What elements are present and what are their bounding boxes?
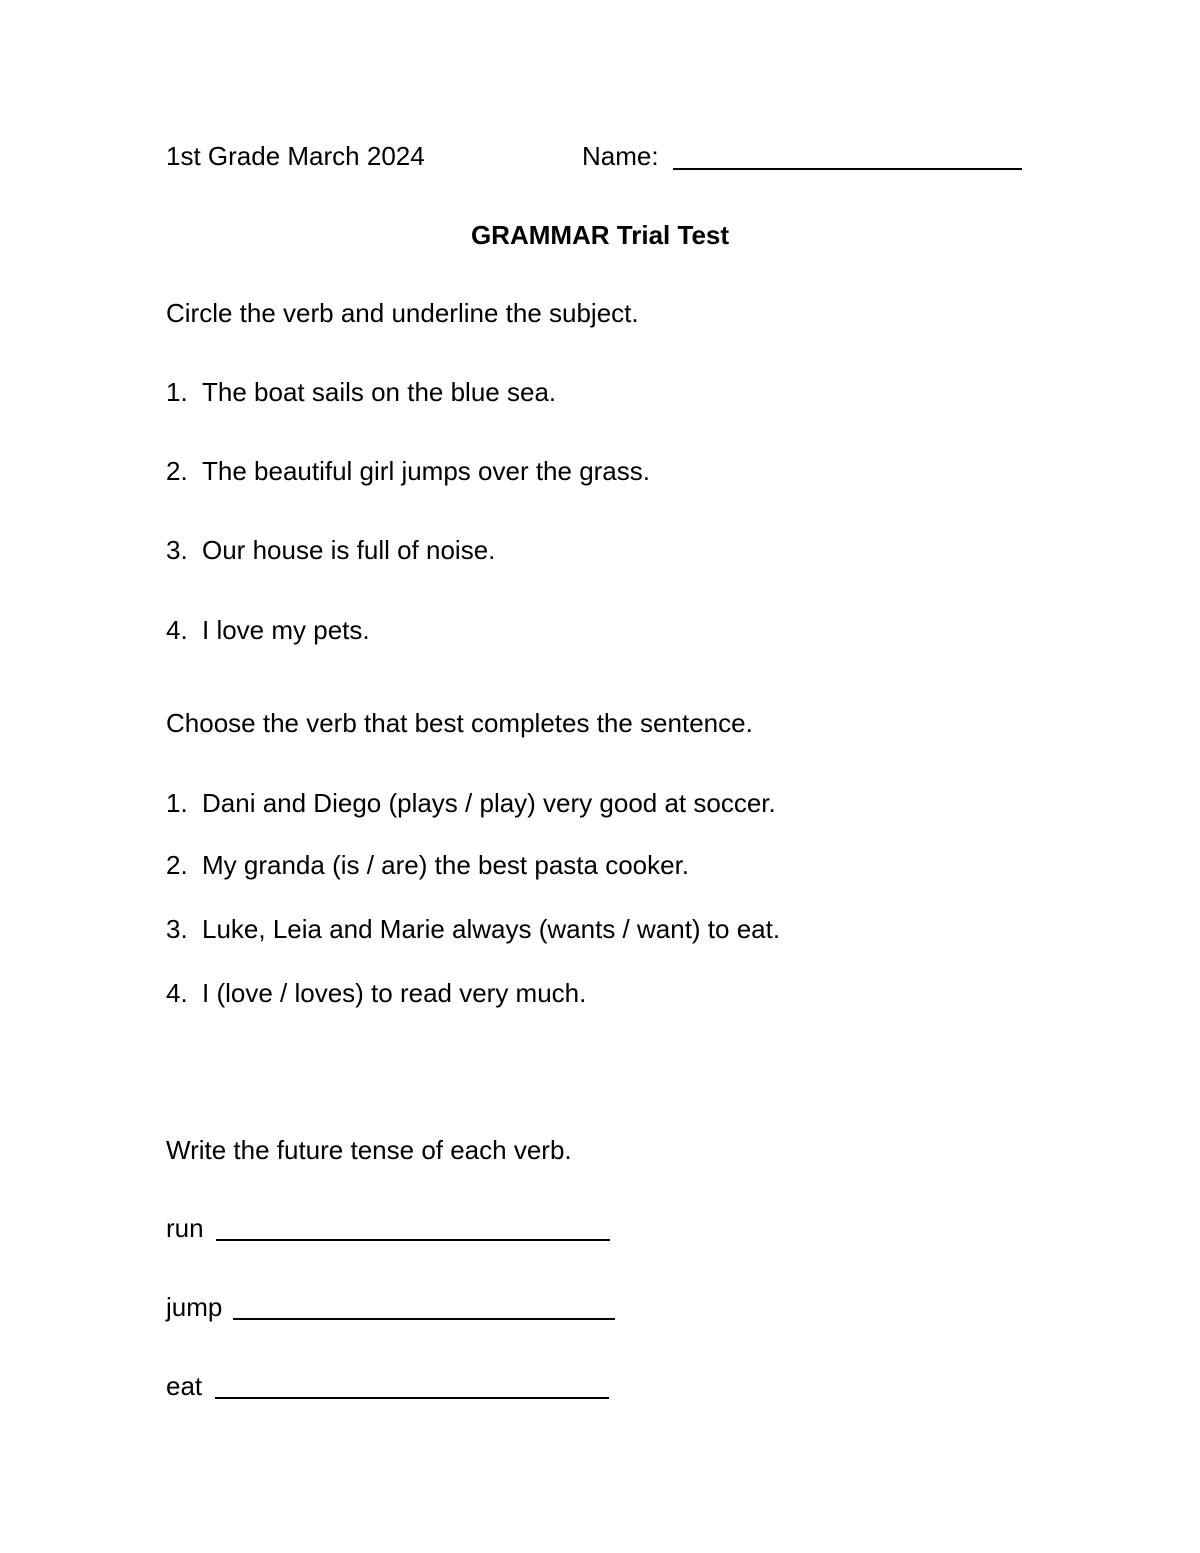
item-text: I (love / loves) to read very much. [202, 978, 587, 1008]
item-text: The beautiful girl jumps over the grass. [202, 456, 650, 486]
section1-item-2 [166, 458, 650, 484]
item-number: 3. [166, 914, 188, 944]
item-number: 1. [166, 788, 188, 818]
section2-item-3 [166, 916, 780, 942]
name-label: Name: [582, 141, 659, 171]
item-number: 1. [166, 377, 188, 407]
item-text: I love my pets. [202, 615, 370, 645]
page-title: GRAMMAR Trial Test [470, 220, 730, 250]
section1-item-1 [166, 379, 556, 405]
section2-item-4 [166, 980, 586, 1006]
item-number: 2. [166, 850, 188, 880]
section1-instruction: Circle the verb and underline the subject. [166, 298, 639, 328]
answer-line-jump[interactable] [233, 1318, 615, 1320]
item-number: 3. [166, 535, 188, 565]
section2-item-1 [166, 790, 776, 816]
item-number: 4. [166, 978, 188, 1008]
item-number: 4. [166, 615, 188, 645]
section1-item-3 [166, 537, 495, 563]
verb-label-eat: eat [166, 1371, 203, 1401]
name-blank-line[interactable] [673, 168, 1022, 170]
header-date: 1st Grade March 2024 [166, 141, 425, 171]
item-text: My granda (is / are) the best pasta cooker. [202, 850, 690, 880]
item-text: The boat sails on the blue sea. [202, 377, 557, 407]
section1-item-4 [166, 617, 370, 643]
item-text: Luke, Leia and Marie always (wants / want) to eat. [202, 914, 781, 944]
item-text: Dani and Diego (plays / play) very good at soccer. [202, 788, 776, 818]
item-number: 2. [166, 456, 188, 486]
verb-label-jump: jump [166, 1292, 223, 1322]
answer-line-run[interactable] [216, 1239, 610, 1241]
answer-line-eat[interactable] [215, 1397, 609, 1399]
verb-label-run: run [166, 1213, 204, 1243]
section3-instruction: Write the future tense of each verb. [166, 1135, 572, 1165]
item-text: Our house is full of noise. [202, 535, 496, 565]
section2-item-2 [166, 852, 689, 878]
section2-instruction: Choose the verb that best completes the sentence. [166, 708, 753, 738]
